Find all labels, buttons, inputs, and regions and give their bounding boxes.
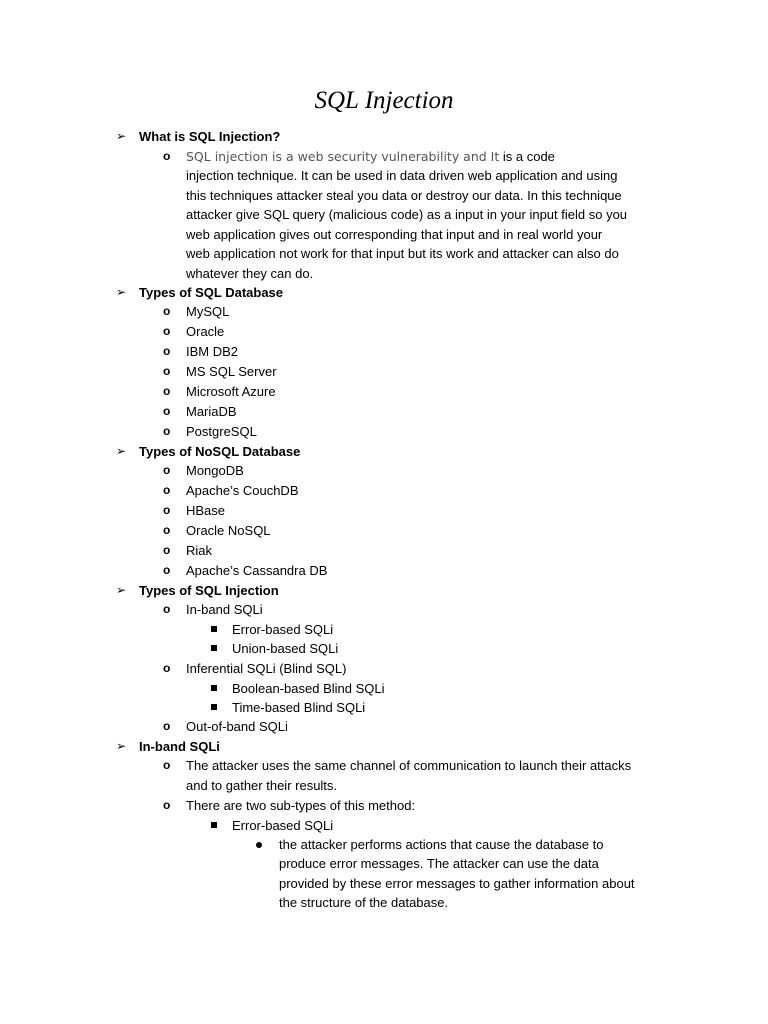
- square-bullet-icon: [211, 645, 217, 651]
- circle-bullet-icon: o: [163, 344, 171, 358]
- circle-bullet-icon: o: [163, 758, 171, 772]
- list-item: IBM DB2: [186, 344, 239, 359]
- square-bullet-icon: [211, 626, 217, 632]
- arrow-bullet-icon: ➢: [116, 583, 127, 597]
- circle-bullet-icon: o: [163, 404, 171, 418]
- circle-bullet-icon: o: [163, 149, 171, 163]
- list-item: MariaDB: [186, 404, 237, 419]
- arrow-bullet-icon: ➢: [116, 739, 127, 753]
- list-item: Oracle NoSQL: [186, 523, 271, 538]
- list-item: There are two sub-types of this method:: [186, 798, 416, 813]
- list-subitem: Error-based SQLi: [232, 818, 334, 833]
- arrow-bullet-icon: ➢: [116, 444, 127, 458]
- circle-bullet-icon: o: [163, 503, 171, 517]
- list-subitem: Boolean-based Blind SQLi: [232, 681, 385, 696]
- list-subitem: Error-based SQLi: [232, 622, 334, 637]
- square-bullet-icon: [211, 822, 217, 828]
- circle-bullet-icon: o: [163, 304, 171, 318]
- list-item: In-band SQLi: [186, 602, 263, 617]
- definition-line: whatever they can do.: [186, 266, 314, 281]
- list-item: Apache’s Cassandra DB: [186, 563, 328, 578]
- definition-rest-text: is a code: [499, 149, 555, 164]
- list-item: HBase: [186, 503, 226, 518]
- heading-what-is: What is SQL Injection?: [139, 129, 281, 144]
- list-item: Inferential SQLi (Blind SQL): [186, 661, 347, 676]
- definition-line: attacker give SQL query (malicious code) as a input in your input field so you: [186, 207, 628, 222]
- page-title: SQL Injection: [314, 87, 454, 114]
- circle-bullet-icon: o: [163, 719, 171, 733]
- circle-bullet-icon: o: [163, 798, 171, 812]
- heading-nosql-database: Types of NoSQL Database: [139, 444, 301, 459]
- definition-line: web application not work for that input but its work and attacker can also do: [186, 246, 619, 261]
- circle-bullet-icon: o: [163, 424, 171, 438]
- circle-bullet-icon: o: [163, 384, 171, 398]
- list-item: Oracle: [186, 324, 225, 339]
- list-item: MongoDB: [186, 463, 244, 478]
- circle-bullet-icon: o: [163, 563, 171, 577]
- list-subitem: Time-based Blind SQLi: [232, 700, 366, 715]
- circle-bullet-icon: o: [163, 483, 171, 497]
- circle-bullet-icon: o: [163, 324, 171, 338]
- paragraph-line: and to gather their results.: [186, 778, 338, 793]
- definition-line: injection technique. It can be used in data driven web application and using: [186, 168, 618, 183]
- list-item: MySQL: [186, 304, 230, 319]
- definition-gray-text: SQL injection is a web security vulnerability and It: [186, 149, 500, 164]
- square-bullet-icon: [211, 704, 217, 710]
- circle-bullet-icon: o: [163, 543, 171, 557]
- circle-bullet-icon: o: [163, 463, 171, 477]
- circle-bullet-icon: o: [163, 364, 171, 378]
- detail-line: provided by these error messages to gather information about: [279, 876, 635, 891]
- detail-line: the structure of the database.: [279, 895, 449, 910]
- definition-line: this techniques attacker steal you data or destroy our data. In this technique: [186, 188, 622, 203]
- list-item: MS SQL Server: [186, 364, 277, 379]
- detail-line: produce error messages. The attacker can use the data: [279, 856, 599, 871]
- circle-bullet-icon: o: [163, 523, 171, 537]
- arrow-bullet-icon: ➢: [116, 285, 127, 299]
- list-item: Microsoft Azure: [186, 384, 276, 399]
- circle-bullet-icon: o: [163, 661, 171, 675]
- list-item: Out-of-band SQLi: [186, 719, 288, 734]
- detail-line: the attacker performs actions that cause the database to: [279, 837, 604, 852]
- circle-bullet-icon: o: [163, 602, 171, 616]
- heading-sql-injection-types: Types of SQL Injection: [139, 583, 279, 598]
- definition-first-line: [186, 147, 555, 167]
- heading-inband-sqli: In-band SQLi: [139, 739, 220, 754]
- dot-bullet-icon: [256, 842, 262, 848]
- arrow-bullet-icon: ➢: [116, 129, 127, 143]
- paragraph-line: The attacker uses the same channel of communication to launch their attacks: [186, 758, 632, 773]
- list-item: PostgreSQL: [186, 424, 257, 439]
- list-item: Apache’s CouchDB: [186, 483, 299, 498]
- square-bullet-icon: [211, 685, 217, 691]
- list-item: Riak: [186, 543, 213, 558]
- definition-line: web application gives out corresponding that input and in real world your: [186, 227, 603, 242]
- heading-sql-database: Types of SQL Database: [139, 285, 284, 300]
- list-subitem: Union-based SQLi: [232, 641, 339, 656]
